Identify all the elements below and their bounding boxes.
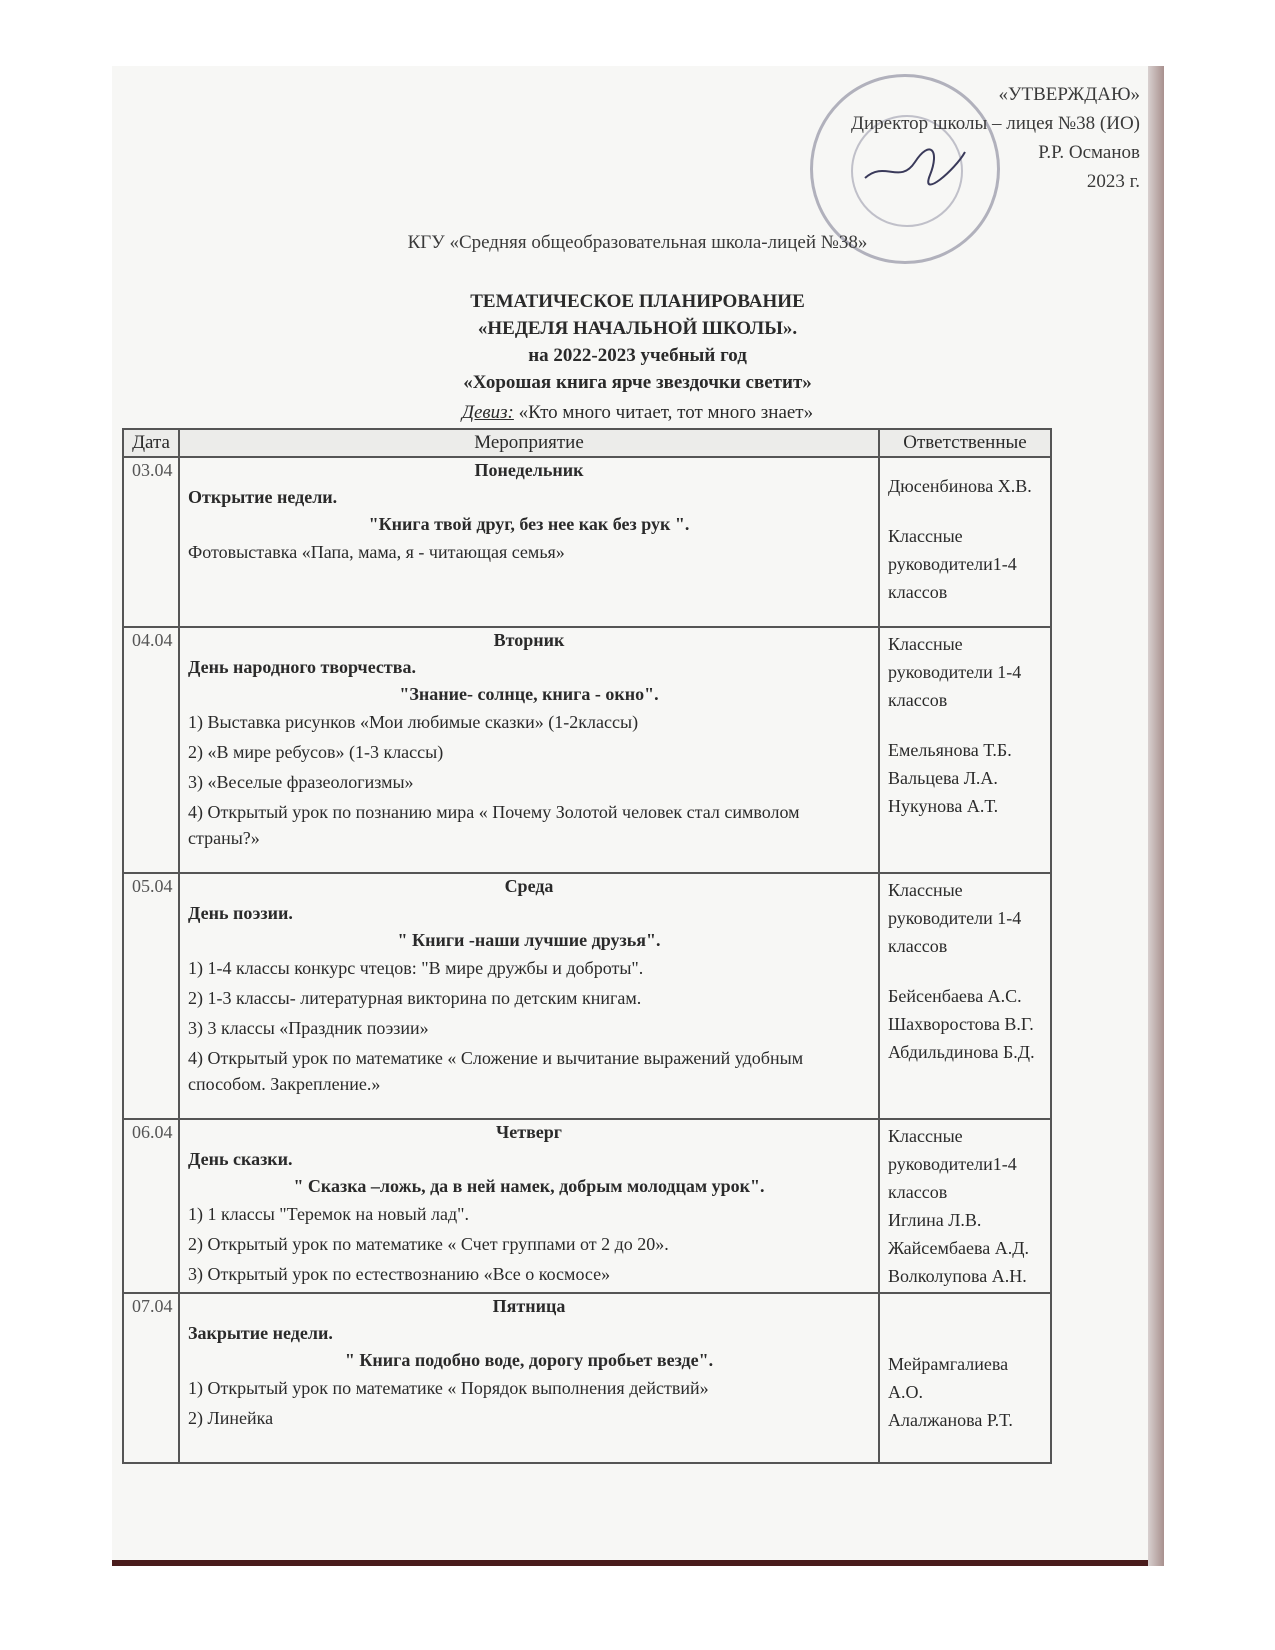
approval-name: Р.Р. Османов [1038, 142, 1140, 163]
row-item: 1) 1-4 классы конкурс чтецов: "В мире дружбы и доброты". [188, 958, 644, 978]
title-line-2: «НЕДЕЛЯ НАЧАЛЬНОЙ ШКОЛЫ». [477, 318, 798, 339]
row-item: 4) Открытый урок по познанию мира « Почему Золотой человек стал символом страны?» [188, 802, 800, 848]
row-day: Пятница [492, 1296, 566, 1316]
row-event [179, 1119, 879, 1293]
row-day: Четверг [496, 1122, 562, 1142]
row-responsible [879, 627, 1051, 873]
header-event: Мероприятие [179, 429, 879, 457]
row-date: 06.04 [123, 1119, 179, 1293]
responsible-name: Волколупова А.Н. [888, 1266, 1027, 1286]
approval-year: 2023 г. [1086, 171, 1140, 192]
title-line-3: на 2022-2023 учебный год [528, 345, 747, 366]
responsible-name: Дюсенбинова Х.В. [888, 476, 1032, 496]
row-responsible [879, 1119, 1051, 1293]
responsible-name: Шахворостова В.Г. [888, 1014, 1034, 1034]
responsible-name: Нукунова А.Т. [888, 796, 999, 816]
row-item: 2) «В мире ребусов» (1-3 классы) [188, 742, 444, 762]
responsible-name: руководители 1-4 [888, 908, 1022, 928]
row-theme: День народного творчества. [188, 657, 416, 677]
approval-block [851, 80, 1140, 196]
table-header-row [123, 429, 1051, 457]
row-theme: День сказки. [188, 1149, 293, 1169]
row-responsible [879, 457, 1051, 627]
row-quote: " Книги -наши лучшие друзья". [397, 930, 661, 950]
responsible-name: Мейрамгалиева [888, 1354, 1009, 1374]
responsible-name: Классные [888, 634, 963, 654]
responsible-name: Бейсенбаева А.С. [888, 986, 1022, 1006]
document-title [0, 288, 1275, 396]
motto-label: Девиз: [461, 402, 514, 423]
responsible-name: А.О. [888, 1382, 923, 1402]
title-line-4: «Хорошая книга ярче звездочки светит» [463, 372, 812, 393]
row-quote: " Сказка –ложь, да в ней намек, добрым молодцам урок". [293, 1176, 765, 1196]
row-quote: " Книга подобно воде, дорогу пробьет везде". [344, 1350, 714, 1370]
row-item: 2) 1-3 классы- литературная викторина по детским книгам. [188, 988, 642, 1008]
responsible-name: классов [888, 582, 948, 602]
row-item: Фотовыставка «Папа, мама, я - читающая семья» [188, 542, 565, 562]
row-day: Вторник [493, 630, 565, 650]
table-row [123, 1293, 1051, 1463]
responsible-name: руководители 1-4 [888, 662, 1022, 682]
responsible-name: Жайсембаева А.Д. [888, 1238, 1030, 1258]
row-theme: День поэзии. [188, 903, 293, 923]
row-item: 3) Открытый урок по естествознанию «Все о космосе» [188, 1264, 611, 1284]
responsible-name: Алалжанова Р.Т. [888, 1410, 1013, 1430]
header-responsible: Ответственные [879, 429, 1051, 457]
motto [0, 402, 1275, 424]
approval-heading: «УТВЕРЖДАЮ» [998, 84, 1140, 105]
row-day: Среда [504, 876, 554, 896]
row-date: 04.04 [123, 627, 179, 873]
header-date: Дата [123, 429, 179, 457]
responsible-name: классов [888, 1182, 948, 1202]
row-event [179, 1293, 879, 1463]
responsible-name: Классные [888, 526, 963, 546]
row-item: 1) Выставка рисунков «Мои любимые сказки» (1-2классы) [188, 712, 639, 732]
responsible-name: Классные [888, 1126, 963, 1146]
row-date: 07.04 [123, 1293, 179, 1463]
responsible-name: классов [888, 690, 948, 710]
row-item: 2) Открытый урок по математике « Счет группами от 2 до 20». [188, 1234, 669, 1254]
row-item: 1) Открытый урок по математике « Порядок выполнения действий» [188, 1378, 709, 1398]
row-date: 05.04 [123, 873, 179, 1119]
row-item: 3) 3 классы «Праздник поэзии» [188, 1018, 429, 1038]
row-item: 3) «Веселые фразеологизмы» [188, 772, 414, 792]
responsible-name: классов [888, 936, 948, 956]
table-row [123, 1119, 1051, 1293]
table-row [123, 627, 1051, 873]
plan-table [122, 428, 1052, 1464]
approval-position: Директор школы – лицея №38 (ИО) [851, 113, 1140, 134]
responsible-name: руководители1-4 [888, 554, 1017, 574]
responsible-name: Классные [888, 880, 963, 900]
motto-text: «Кто много читает, тот много знает» [518, 402, 814, 423]
row-item: 1) 1 классы "Теремок на новый лад". [188, 1204, 470, 1224]
responsible-name: руководители1-4 [888, 1154, 1017, 1174]
responsible-name: Иглина Л.В. [888, 1210, 982, 1230]
row-event [179, 873, 879, 1119]
row-item: 4) Открытый урок по математике « Сложение и вычитание выражений удобным способом. Закрепление.» [188, 1048, 804, 1094]
row-event [179, 457, 879, 627]
responsible-name: Абдильдинова Б.Д. [888, 1042, 1035, 1062]
table-row [123, 457, 1051, 627]
row-theme: Закрытие недели. [188, 1323, 333, 1343]
row-responsible [879, 1293, 1051, 1463]
table-row [123, 873, 1051, 1119]
row-item: 2) Линейка [188, 1408, 274, 1428]
row-event [179, 627, 879, 873]
title-line-1: ТЕМАТИЧЕСКОЕ ПЛАНИРОВАНИЕ [470, 291, 805, 312]
row-quote: "Книга твой друг, без нее как без рук ". [368, 514, 690, 534]
organization-name: КГУ «Средняя общеобразовательная школа-лицей №38» [407, 232, 868, 253]
responsible-name: Вальцева Л.А. [888, 768, 998, 788]
row-day: Понедельник [474, 460, 584, 480]
row-quote: "Знание- солнце, книга - окно". [399, 684, 659, 704]
responsible-name: Емельянова Т.Б. [888, 740, 1012, 760]
row-theme: Открытие недели. [188, 487, 338, 507]
row-responsible [879, 873, 1051, 1119]
row-date: 03.04 [123, 457, 179, 627]
